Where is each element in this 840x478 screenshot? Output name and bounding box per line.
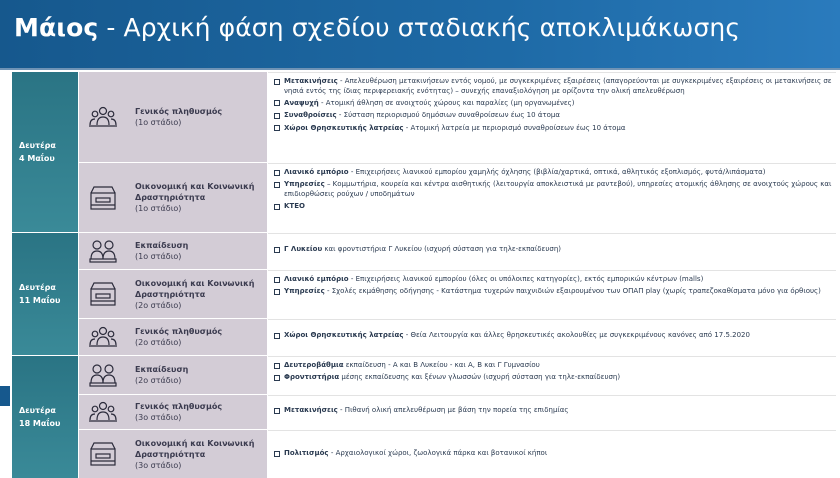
measures-cell: [268, 395, 836, 429]
shop-icon: [86, 279, 120, 309]
checkbox-icon: [274, 100, 280, 106]
category-cell: [79, 72, 267, 162]
measure-item: Φροντιστήρια μέσης εκπαίδευσης και ξένων γλωσσών (ισχυρή σύσταση για τηλε-εκπαίδευση): [274, 373, 832, 383]
measure-item: Πολιτισμός - Αρχαιολογικοί χώροι, ζωολογικά πάρκα και βοτανικοί κήποι: [274, 449, 832, 459]
measure-item: Υπηρεσίες - Σχολές εκμάθησης οδήγησης - Κατάστημα τυχερών παιχνιδιών εξαιρουμένου των ΟΠΑΠ play (χωρίς τραπεζοκαθίσματα μόνο για όρθιους): [274, 287, 832, 297]
category-cell: [79, 395, 267, 429]
measure-item: Χώροι Θρησκευτικής λατρείας - Ατομική λατρεία με περιορισμό συναθροίσεων έως 10 άτομα: [274, 124, 832, 134]
measures-cell: [268, 319, 836, 355]
checkbox-icon: [274, 451, 280, 457]
category-label: Οικονομική και Κοινωνική Δραστηριότητα (1ο στάδιο): [135, 182, 255, 213]
category-label: Εκπαίδευση (2ο στάδιο): [135, 365, 189, 385]
checkbox-icon: [274, 113, 280, 119]
category-label: Γενικός πληθυσμός (2ο στάδιο): [135, 327, 223, 347]
category-cell: [79, 319, 267, 355]
measure-item: Λιανικό εμπόριο - Επιχειρήσεις λιανικού εμπορίου χαμηλής όχλησης (βιβλία/χαρτικά, οπτικά, αθλητικός εξοπλισμός, φυτά/λιπάσματα): [274, 168, 832, 178]
measure-item: Υπηρεσίες – Κομμωτήρια, κουρεία και κέντρα αισθητικής (λειτουργία αποκλειστικά με ραντεβού), υπηρεσίες ατομικής άθλησης σε ανοιχτούς χώρους και επιδιορθώσεις ρούχων / υποδημάτων: [274, 180, 832, 199]
shop-icon: [86, 439, 120, 469]
category-label: Γενικός πληθυσμός (1ο στάδιο): [135, 107, 223, 127]
students-icon: [86, 360, 120, 390]
checkbox-icon: [274, 247, 280, 253]
title-bar: [0, 0, 840, 70]
checkbox-icon: [274, 125, 280, 131]
category-cell: [79, 233, 267, 269]
category-label: Εκπαίδευση (1ο στάδιο): [135, 241, 189, 261]
people-icon: [86, 102, 120, 132]
measures-cell: [268, 72, 836, 162]
date-label: Δευτέρα 18 Μαΐου: [19, 406, 61, 428]
people-icon: [86, 397, 120, 427]
measures-cell: [268, 430, 836, 478]
category-cell: [79, 356, 267, 394]
shop-icon: [86, 183, 120, 213]
checkbox-icon: [274, 277, 280, 283]
measure-item: Γ Λυκείου και φροντιστήρια Γ Λυκείου (ισχυρή σύσταση για τηλε-εκπαίδευση): [274, 245, 832, 255]
measures-cell: [268, 356, 836, 394]
slide-edge-accent: [0, 386, 10, 406]
checkbox-icon: [274, 182, 280, 188]
checkbox-icon: [274, 408, 280, 414]
date-block-3: [12, 356, 78, 478]
checkbox-icon: [274, 79, 280, 85]
category-label: Οικονομική και Κοινωνική Δραστηριότητα (2ο στάδιο): [135, 278, 255, 310]
measure-item: Λιανικό εμπόριο - Επιχειρήσεις λιανικού εμπορίου (όλες οι υπόλοιπες κατηγορίες), εκτός εμπορικών κέντρων (malls): [274, 275, 832, 285]
measures-cell: [268, 270, 836, 318]
date-label: Δευτέρα 11 Μαΐου: [19, 283, 61, 305]
checkbox-icon: [274, 375, 280, 381]
measure-item: Αναψυχή - Ατομική άθληση σε ανοιχτούς χώρους και παραλίες (μη οργανωμένες): [274, 99, 832, 109]
measures-cell: [268, 163, 836, 232]
measure-item: ΚΤΕΟ: [274, 202, 832, 212]
date-block-1: [12, 72, 78, 232]
measure-item: Συναθροίσεις - Σύσταση περιορισμού δημόσιων συναθροίσεων έως 10 άτομα: [274, 111, 832, 121]
schedule-table: [0, 72, 840, 478]
checkbox-icon: [274, 333, 280, 339]
people-icon: [86, 322, 120, 352]
category-cell: [79, 430, 267, 478]
measure-item: Μετακινήσεις - Πιθανή ολική απελευθέρωση με βάση την πορεία της επιδημίας: [274, 406, 832, 416]
title-month: Μάιος: [14, 13, 99, 42]
checkbox-icon: [274, 289, 280, 295]
title-subtitle: - Αρχική φάση σχεδίου σταδιακής αποκλιμάκωσης: [98, 13, 741, 42]
measure-item: Μετακινήσεις - Απελευθέρωση μετακινήσεων εντός νομού, με συγκεκριμένες εξαιρέσεις (απαγορεύονται με συγκεκριμένες εξαιρέσεις οι μετακινήσεις σε νησιά εντός της ίδιας περιφερειακής ενότητας) – συνεχής επαναξιολόγηση με ορίζοντα την ολική απελευθέρωση: [274, 77, 832, 96]
measure-item: Χώροι Θρησκευτικής λατρείας - Θεία Λειτουργία και άλλες θρησκευτικές ακολουθίες με συγκεκριμένους κανόνες από 17.5.2020: [274, 331, 832, 341]
category-label: Οικονομική και Κοινωνική Δραστηριότητα (3ο στάδιο): [135, 438, 255, 470]
date-label: Δευτέρα 4 Μαΐου: [19, 141, 56, 163]
category-label: Γενικός πληθυσμός (3ο στάδιο): [135, 402, 223, 422]
page-title: [14, 13, 740, 42]
checkbox-icon: [274, 170, 280, 176]
date-block-2: [12, 233, 78, 355]
category-cell: [79, 270, 267, 318]
measure-item: Δευτεροβάθμια εκπαίδευση - Α και Β Λυκείου - και Α, Β και Γ Γυμνασίου: [274, 361, 832, 371]
students-icon: [86, 236, 120, 266]
checkbox-icon: [274, 363, 280, 369]
category-cell: [79, 163, 267, 232]
measures-cell: [268, 233, 836, 269]
checkbox-icon: [274, 204, 280, 210]
